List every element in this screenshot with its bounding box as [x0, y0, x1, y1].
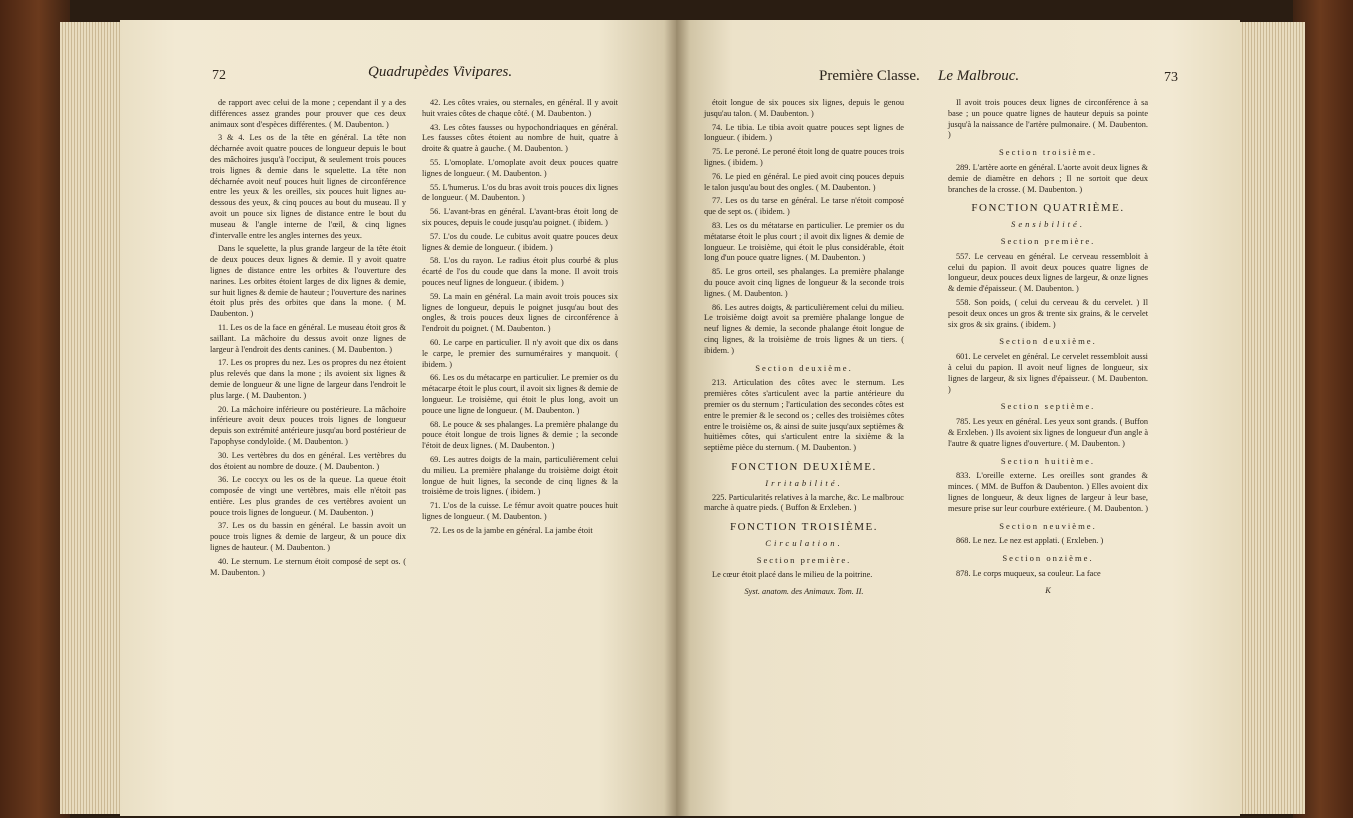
section-heading: Section première. — [756, 554, 852, 565]
right-column-2 — [948, 98, 1148, 599]
paragraph: 878. Le corps muqueux, sa couleur. La face — [956, 568, 1101, 578]
paragraph: 42. Les côtes vraies, ou sternales, en général. Il y avoit huit vraies côtes de chaque côté. ( M. Daubenton. ) — [422, 98, 618, 118]
function-heading: FONCTION DEUXIÈME. — [731, 460, 877, 473]
paragraph: 30. Les vertèbres du dos en général. Les vertèbres du dos étoient au nombre de douze. ( M. Daubenton. ) — [210, 450, 406, 471]
paragraph: 55. L'omoplate. L'omoplate avoit deux pouces quatre lignes de longueur. ( M. Daubenton. ) — [422, 157, 618, 178]
page-footer: K — [1045, 585, 1051, 595]
paragraph: 833. L'oreille externe. Les oreilles sont grandes & minces. ( MM. de Buffon & Daubenton. ) Elles avoient dix lignes de longueur, & deux lignes de largeur à leur base, mesure prise sur leur courbure extérieure. ( M. Daubenton. ) — [948, 471, 1148, 513]
paragraph: Le cœur étoit placé dans le milieu de la poitrine. — [712, 570, 873, 580]
paragraph: 60. Le carpe en particulier. Il n'y avoit que dix os dans le carpe, le premier des surnuméraires y manquoit. ( ibidem. ) — [422, 337, 618, 369]
paragraph: 43. Les côtes fausses ou hypochondriaques en général. Les fausses côtes étoient au nombre de huit, quatre à droite & quatre à gauche. ( M. Daubenton. ) — [422, 122, 618, 154]
paragraph: Dans le squelette, la plus grande largeur de la tête étoit de deux pouces deux lignes & demie. Il y avoit quatre lignes de distance entre les orbites & l'ouverture des narines. Les orbites étoient larges de dix lignes & demie, sur huit lignes & demie de hauteur ; l'ouverture des narines étoit plus près des orbites que dans la mone. ( M. Daubenton. ) — [210, 244, 406, 319]
right-running-head-class: Première Classe. — [819, 68, 920, 84]
function-heading: FONCTION QUATRIÈME. — [971, 202, 1125, 215]
paragraph: 66. Les os du métacarpe en particulier. Le premier os du métacarpe étoit le plus court, il avoit six lignes & demie de longueur. Le troisième, qui étoit le plus long, avoit un pouce une ligne de longueur. ( M. Daubenton. ) — [422, 373, 618, 415]
paragraph: 11. Les os de la face en général. Le museau étoit gros & saillant. La mâchoire du dessus avoit onze lignes de largeur à l'endroit des dents canines. ( M. Daubenton. ) — [210, 322, 406, 354]
left-page-number: 72 — [212, 68, 226, 83]
paragraph: 57. L'os du coude. Le cubitus avoit quatre pouces deux lignes & demie de longueur. ( ibidem. ) — [422, 231, 618, 252]
section-heading: Section septième. — [1000, 401, 1096, 412]
section-heading: Section deuxième. — [755, 362, 853, 373]
paragraph: 36. Le coccyx ou les os de la queue. La queue étoit composée de vingt une vertèbres, mais elle n'étoit pas entière. Les plus grandes de ces vertèbres avoient un pouce trois lignes de longueur. ( M. Daubenton. ) — [210, 475, 406, 517]
paragraph: 20. La mâchoire inférieure ou postérieure. La mâchoire inférieure avoit deux pouces trois lignes de longueur depuis son extrémité antérieure jusqu'au bord postérieur de l'apophyse condyloïde. ( M. Daubenton. ) — [210, 404, 406, 446]
paragraph: 59. La main en général. La main avoit trois pouces six lignes de longueur, depuis le poignet jusqu'au bout des ongles, & trois pouces deux lignes de circonférence à l'endroit du poignet. ( M. Daubenton. ) — [422, 291, 618, 334]
paragraph: 86. Les autres doigts, & particulièrement celui du milieu. Le troisième doigt avoit sa première phalange longue de neuf lignes & demie, la seconde phalange étoit longue de cinq lignes, & la troisième de trois lignes & un tiers. ( ibidem. ) — [704, 302, 904, 355]
paragraph: 83. Les os du métatarse en particulier. Le premier os du métatarse étoit le plus court ; il avoit dix lignes & demie de longueur. Le troisième, qui étoit le plus considérable, étoit long d'un pouce quatre lignes. ( M. Daubenton. ) — [704, 220, 904, 263]
paragraph: 55. L'humerus. L'os du bras avoit trois pouces dix lignes de longueur. ( M. Daubenton. ) — [422, 182, 618, 203]
paragraph: 68. Le pouce & ses phalanges. La première phalange du pouce étoit longue de trois lignes & demie ; la seconde l'étoit de deux lignes. ( M. Daubenton. ) — [422, 419, 618, 451]
paragraph: 85. Le gros orteil, ses phalanges. La première phalange du pouce avoit cinq lignes de longueur & la seconde trois lignes. ( M. Daubenton. ) — [704, 267, 904, 298]
subheading: Circulation. — [765, 537, 843, 548]
paragraph: Il avoit trois pouces deux lignes de circonférence à sa base ; un pouce quatre lignes de hauteur depuis sa pointe jusqu'à la naissance de l'artère pulmonaire. ( M. Daubenton. ) — [948, 98, 1148, 140]
paragraph: 17. Les os propres du nez. Les os propres du nez étoient plus relevés que dans la mone ; ils avoient six lignes & demie de longueur & une ligne de largeur dans l'endroit le plus large. ( M. Daubenton. ) — [210, 358, 406, 400]
section-heading: Section neuvième. — [999, 520, 1097, 531]
section-heading: Section première. — [1000, 235, 1096, 246]
paragraph: 76. Le pied en général. Le pied avoit cinq pouces depuis le talon jusqu'au bout des ongles. ( M. Daubenton. ) — [704, 171, 904, 192]
book-gutter — [664, 20, 690, 816]
right-page-number: 73 — [1164, 70, 1178, 85]
right-column-1 — [704, 98, 904, 601]
paragraph: étoit longue de six pouces six lignes, depuis le genou jusqu'au talon. ( M. Daubenton. ) — [704, 98, 904, 118]
paragraph: 56. L'avant-bras en général. L'avant-bras étoit long de six pouces, depuis le coude jusqu'au poignet. ( ibidem. ) — [422, 207, 618, 227]
paragraph: 71. L'os de la cuisse. Le fémur avoit quatre pouces huit lignes de longueur. ( M. Daubenton. ) — [422, 501, 618, 521]
paragraph: 225. Particularités relatives à la marche, &c. Le malbrouc marche à quatre pieds. ( Buffon & Erxleben. ) — [704, 492, 904, 513]
subheading: Irritabilité. — [765, 477, 843, 488]
subheading: Sensibilité. — [1011, 219, 1085, 230]
left-column-1 — [210, 98, 406, 581]
section-heading: Section huitième. — [1000, 455, 1096, 466]
paragraph: 868. Le nez. Le nez est applati. ( Erxleben. ) — [956, 536, 1104, 546]
paragraph: 69. Les autres doigts de la main, particulièrement celui du milieu. La première phalange du troisième doigt étoit longue de huit lignes, la seconde de cinq lignes & la troisième de trois lignes. ( ibidem. ) — [422, 454, 618, 497]
paragraph: 75. Le peroné. Le peroné étoit long de quatre pouces trois lignes. ( ibidem. ) — [704, 147, 904, 167]
paragraph: 72. Les os de la jambe en général. La jambe étoit — [430, 525, 593, 535]
function-heading: FONCTION TROISIÈME. — [729, 521, 879, 534]
section-heading: Section troisième. — [998, 147, 1098, 158]
paragraph: 74. Le tibia. Le tibia avoit quatre pouces sept lignes de longueur. ( ibidem. ) — [704, 122, 904, 143]
section-heading: Section onzième. — [1002, 553, 1094, 564]
paragraph: 3 & 4. Les os de la tête en général. La tête non décharnée avoit quatre pouces de longueur depuis le bout des mâchoires jusqu'à l'occiput, & seulement trois pouces trois lignes & demie dans le squelette. La tête non décharnée avoit neuf pouces huit lignes de circonférence entre les yeux & les oreilles, six pouces huit lignes au-dessous des yeux, & cinq pouces au bout du museau. Il y avoit un pouce six lignes de distance entre le bout du museau & l'angle interne de l'œil, & cinq lignes d'intervalle entre les angles internes des yeux. — [210, 133, 406, 240]
section-heading: Section deuxième. — [999, 336, 1097, 347]
paragraph: 289. L'artère aorte en général. L'aorte avoit deux lignes & demie de diamètre en dehors ; Il ne sortoit que deux branches de la crosse. ( M. Daubenton. ) — [948, 162, 1148, 194]
paragraph: 601. Le cervelet en général. Le cervelet ressembloit aussi à celui du papion. Il avoit neuf lignes de longueur, six lignes de largeur, & six lignes d'épaisseur. ( M. Daubenton. ) — [948, 352, 1148, 394]
paragraph: 58. L'os du rayon. Le radius étoit plus courbé & plus écarté de l'os du coude que dans la mone. Il avoit trois pouces neuf lignes de longueur. ( ibidem. ) — [422, 256, 618, 287]
paragraph: 37. Les os du bassin en général. Le bassin avoit un pouce trois lignes & demie de largeur, & un pouce dix lignes de hauteur. ( M. Daubenton. ) — [210, 521, 406, 553]
paragraph: 213. Articulation des côtes avec le sternum. Les premières côtes s'articulent avec la partie antérieure du premier os du sternum ; l'articulation des secondes côtes est entre le premier & le second os ; celles des troisièmes côtes entre le troisième os, & ainsi de suite jusqu'aux septièmes & huitièmes côtes, qui s'articulent entre la sixième & la septième pièce du sternum. ( M. Daubenton. ) — [704, 378, 904, 453]
left-column-2 — [422, 98, 618, 539]
paragraph: 785. Les yeux en général. Les yeux sont grands. ( Buffon & Erxleben. ) Ils avoient six lignes de longueur d'un angle à l'autre & quatre lignes d'ouverture. ( M. Daubenton. ) — [948, 417, 1148, 448]
page-footer: Syst. anatom. des Animaux. Tom. II. — [744, 587, 864, 597]
paragraph: 40. Le sternum. Le sternum étoit composé de sept os. ( M. Daubenton. ) — [210, 556, 406, 577]
paragraph: 558. Son poids, ( celui du cerveau & du cervelet. ) Il pesoit deux onces un gros & trente six grains, & le cervelet six gros & six grains. ( ibidem. ) — [948, 297, 1148, 329]
right-running-head-animal: Le Malbrouc. — [938, 68, 1020, 84]
paragraph: de rapport avec celui de la mone ; cependant il y a des différences assez grandes pour prouver que ces deux animaux sont d'espèces différentes. ( M. Daubenton. ) — [210, 98, 406, 129]
left-running-head: Quadrupèdes Vivipares. — [368, 64, 513, 80]
left-page — [120, 20, 676, 816]
paragraph: 557. Le cerveau en général. Le cerveau ressembloit à celui du papion. Il avoit deux pouces quatre lignes de longueur, deux pouces deux lignes de largeur, & onze lignes & demie d'épaisseur. ( M. Daubenton. ) — [948, 251, 1148, 294]
paragraph: 77. Les os du tarse en général. Le tarse n'étoit composé que de sept os. ( ibidem. ) — [704, 196, 904, 217]
right-page — [676, 20, 1240, 816]
